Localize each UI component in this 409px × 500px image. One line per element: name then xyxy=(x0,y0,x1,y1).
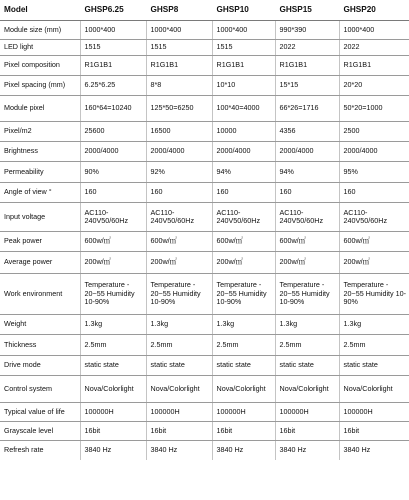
table-row xyxy=(0,96,409,122)
table-row xyxy=(0,122,409,142)
table-cell: static state xyxy=(339,356,409,376)
header-model-5: GHSP20 xyxy=(339,0,409,21)
table-cell: 2.5mm xyxy=(275,335,339,356)
table-cell: 200w/㎡ xyxy=(275,252,339,274)
row-label: Module pixel xyxy=(0,96,80,122)
table-cell: 25600 xyxy=(80,122,146,142)
row-label: Thickness xyxy=(0,335,80,356)
row-label: Average power xyxy=(0,252,80,274)
header-model-3: GHSP10 xyxy=(212,0,275,21)
table-row xyxy=(0,376,409,403)
row-label: Input voltage xyxy=(0,203,80,232)
table-cell: 160 xyxy=(212,183,275,203)
table-cell: 16bit xyxy=(80,422,146,441)
table-cell: 6.25*6.25 xyxy=(80,76,146,96)
table-cell: 1000*400 xyxy=(146,21,212,40)
table-cell: 200w/㎡ xyxy=(339,252,409,274)
table-cell: 100000H xyxy=(212,403,275,422)
table-cell: 125*50=6250 xyxy=(146,96,212,122)
table-cell: 10000 xyxy=(212,122,275,142)
table-cell: 3840 Hz xyxy=(275,441,339,460)
table-cell: 600w/㎡ xyxy=(146,232,212,252)
table-cell: 94% xyxy=(275,162,339,183)
table-cell: static state xyxy=(212,356,275,376)
table-cell: 16500 xyxy=(146,122,212,142)
table-cell: 600w/㎡ xyxy=(212,232,275,252)
table-row xyxy=(0,335,409,356)
table-cell: 990*390 xyxy=(275,21,339,40)
table-cell: 1.3kg xyxy=(80,315,146,335)
table-row xyxy=(0,162,409,183)
table-cell: 100000H xyxy=(275,403,339,422)
table-cell: R1G1B1 xyxy=(212,56,275,76)
table-row xyxy=(0,40,409,56)
table-row xyxy=(0,21,409,40)
table-row xyxy=(0,183,409,203)
header-model-4: GHSP15 xyxy=(275,0,339,21)
table-cell: Nova/Colorlight xyxy=(212,376,275,403)
table-cell: AC110-240V50/60Hz xyxy=(339,203,409,232)
table-cell: 4356 xyxy=(275,122,339,142)
table-cell: 90% xyxy=(80,162,146,183)
table-cell: 2000/4000 xyxy=(146,142,212,162)
table-cell: 1000*400 xyxy=(339,21,409,40)
table-cell: 16bit xyxy=(146,422,212,441)
table-cell: 2.5mm xyxy=(146,335,212,356)
table-cell: 160*64=10240 xyxy=(80,96,146,122)
table-cell: 3840 Hz xyxy=(146,441,212,460)
table-cell: 66*26=1716 xyxy=(275,96,339,122)
table-cell: R1G1B1 xyxy=(146,56,212,76)
header-model-2: GHSP8 xyxy=(146,0,212,21)
table-cell: 2022 xyxy=(275,40,339,56)
row-label: Pixel composition xyxy=(0,56,80,76)
table-cell: 1000*400 xyxy=(212,21,275,40)
table-cell: 100000H xyxy=(80,403,146,422)
table-row xyxy=(0,232,409,252)
table-cell: 50*20=1000 xyxy=(339,96,409,122)
row-label: Angle of view ° xyxy=(0,183,80,203)
table-cell: AC110-240V50/60Hz xyxy=(212,203,275,232)
table-cell: 2000/4000 xyxy=(212,142,275,162)
table-cell: 200w/㎡ xyxy=(146,252,212,274)
table-cell: Temperature - 20~55 Humidity 10-90% xyxy=(212,274,275,315)
table-cell: 2.5mm xyxy=(339,335,409,356)
row-label: Peak power xyxy=(0,232,80,252)
table-cell: static state xyxy=(146,356,212,376)
spec-table-header xyxy=(0,0,409,21)
table-row xyxy=(0,203,409,232)
table-cell: 600w/㎡ xyxy=(275,232,339,252)
table-cell: AC110-240V50/60Hz xyxy=(80,203,146,232)
table-row xyxy=(0,274,409,315)
table-cell: Nova/Colorlight xyxy=(80,376,146,403)
spec-table-body xyxy=(0,21,409,460)
table-cell: 160 xyxy=(275,183,339,203)
table-cell: R1G1B1 xyxy=(80,56,146,76)
row-label: Refresh rate xyxy=(4,445,44,454)
row-label: Grayscale level xyxy=(0,422,80,441)
table-cell: 2000/4000 xyxy=(339,142,409,162)
header-row xyxy=(0,0,409,21)
table-cell: 20*20 xyxy=(339,76,409,96)
table-cell: R1G1B1 xyxy=(275,56,339,76)
table-cell: 94% xyxy=(212,162,275,183)
table-row xyxy=(0,422,409,441)
table-row xyxy=(0,56,409,76)
table-cell: 1515 xyxy=(80,40,146,56)
table-row xyxy=(0,252,409,274)
row-label: Permeability xyxy=(0,162,80,183)
table-cell: Temperature - 20~55 Humidity 10-90% xyxy=(275,274,339,315)
table-cell: 3840 Hz xyxy=(339,441,409,460)
table-row xyxy=(0,403,409,422)
table-cell: 1.3kg xyxy=(339,315,409,335)
table-cell: Nova/Colorlight xyxy=(339,376,409,403)
table-cell: 1515 xyxy=(146,40,212,56)
row-label: Module size (mm) xyxy=(0,21,80,40)
table-cell: 2.5mm xyxy=(212,335,275,356)
table-cell: 100*40=4000 xyxy=(212,96,275,122)
row-label: Weight xyxy=(0,315,80,335)
table-cell: 95% xyxy=(339,162,409,183)
table-cell: 1000*400 xyxy=(80,21,146,40)
table-cell: AC110-240V50/60Hz xyxy=(275,203,339,232)
table-cell: 1.3kg xyxy=(275,315,339,335)
table-cell: 92% xyxy=(146,162,212,183)
table-row xyxy=(0,315,409,335)
table-cell: 2000/4000 xyxy=(275,142,339,162)
table-cell: 2000/4000 xyxy=(80,142,146,162)
table-cell: R1G1B1 xyxy=(339,56,409,76)
table-cell: 160 xyxy=(339,183,409,203)
table-cell: 100000H xyxy=(339,403,409,422)
row-label: Drive mode xyxy=(0,356,80,376)
table-row xyxy=(0,142,409,162)
table-cell: 16bit xyxy=(339,422,409,441)
table-cell: 16bit xyxy=(275,422,339,441)
row-label: Brightness xyxy=(0,142,80,162)
table-row xyxy=(0,441,409,460)
row-label: Work environment xyxy=(0,274,80,315)
table-cell: 200w/㎡ xyxy=(80,252,146,274)
table-cell: static state xyxy=(80,356,146,376)
row-label: Pixel/m2 xyxy=(0,122,80,142)
table-cell: Nova/Colorlight xyxy=(275,376,339,403)
table-cell: 160 xyxy=(146,183,212,203)
table-cell: 600w/㎡ xyxy=(80,232,146,252)
row-label: Typical value of life xyxy=(0,403,80,422)
table-cell: 160 xyxy=(80,183,146,203)
table-cell: 15*15 xyxy=(275,76,339,96)
table-cell: 200w/㎡ xyxy=(212,252,275,274)
table-cell: static state xyxy=(275,356,339,376)
table-cell: 8*8 xyxy=(146,76,212,96)
table-cell: Temperature - 20~55 Humidity 10-90% xyxy=(339,274,409,315)
table-cell: 3840 Hz xyxy=(80,441,146,460)
table-cell: 3840 Hz xyxy=(212,441,275,460)
table-cell: 2022 xyxy=(339,40,409,56)
table-cell: 16bit xyxy=(212,422,275,441)
header-model: Model xyxy=(0,0,80,21)
row-label: Pixel spacing (mm) xyxy=(0,76,80,96)
row-label: Control system xyxy=(0,376,80,403)
table-cell: 600w/㎡ xyxy=(339,232,409,252)
table-row xyxy=(0,356,409,376)
table-cell: 2500 xyxy=(339,122,409,142)
table-cell: 10*10 xyxy=(212,76,275,96)
table-cell: Nova/Colorlight xyxy=(146,376,212,403)
table-cell: 1.3kg xyxy=(212,315,275,335)
table-cell: 1.3kg xyxy=(146,315,212,335)
table-cell: 2.5mm xyxy=(80,335,146,356)
table-cell: Temperature - 20~55 Humidity 10-90% xyxy=(80,274,146,315)
table-cell: AC110-240V50/60Hz xyxy=(146,203,212,232)
header-model-1: GHSP6.25 xyxy=(80,0,146,21)
table-cell: Temperature - 20~55 Humidity 10-90% xyxy=(146,274,212,315)
table-row xyxy=(0,76,409,96)
table-cell: 1515 xyxy=(212,40,275,56)
row-label: LED light xyxy=(0,40,80,56)
table-cell: 100000H xyxy=(146,403,212,422)
